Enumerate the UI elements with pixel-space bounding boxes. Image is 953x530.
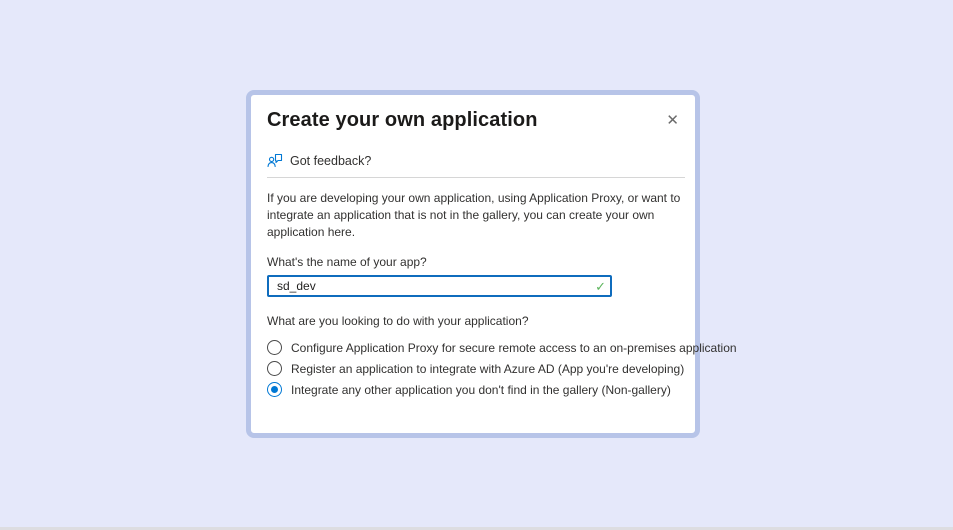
dialog-title: Create your own application — [267, 109, 538, 131]
radio-circle-icon — [267, 340, 282, 355]
radio-option-app-proxy[interactable] — [267, 337, 737, 358]
radio-option-register-app[interactable] — [267, 358, 684, 379]
feedback-person-icon — [267, 153, 283, 168]
purpose-radio-group — [267, 337, 737, 400]
dialog-header — [267, 107, 685, 132]
radio-circle-icon — [267, 361, 282, 376]
app-name-field-wrap — [267, 275, 612, 297]
validation-check-icon: ✓ — [595, 279, 606, 295]
close-icon[interactable]: ✕ — [660, 111, 685, 130]
got-feedback-label: Got feedback? — [290, 153, 372, 168]
create-your-own-application-dialog — [246, 90, 737, 438]
app-name-label: What's the name of your app? — [267, 255, 427, 270]
radio-option-label: Integrate any other application you don't find in the gallery (Non-gallery) — [291, 382, 671, 397]
radio-option-label: Configure Application Proxy for secure remote access to an on-premises application — [291, 340, 737, 355]
header-divider — [267, 177, 685, 178]
radio-option-label: Register an application to integrate with Azure AD (App you're developing) — [291, 361, 685, 376]
purpose-question-label: What are you looking to do with your application? — [267, 314, 529, 329]
app-name-input[interactable] — [267, 275, 612, 297]
radio-option-non-gallery[interactable] — [267, 379, 671, 400]
dialog-description: If you are developing your own application, using Application Proxy, or want to integrate an application that is not in the gallery, you can create your own application here. — [267, 191, 681, 239]
got-feedback-link[interactable] — [267, 153, 371, 168]
radio-circle-icon — [267, 382, 282, 397]
